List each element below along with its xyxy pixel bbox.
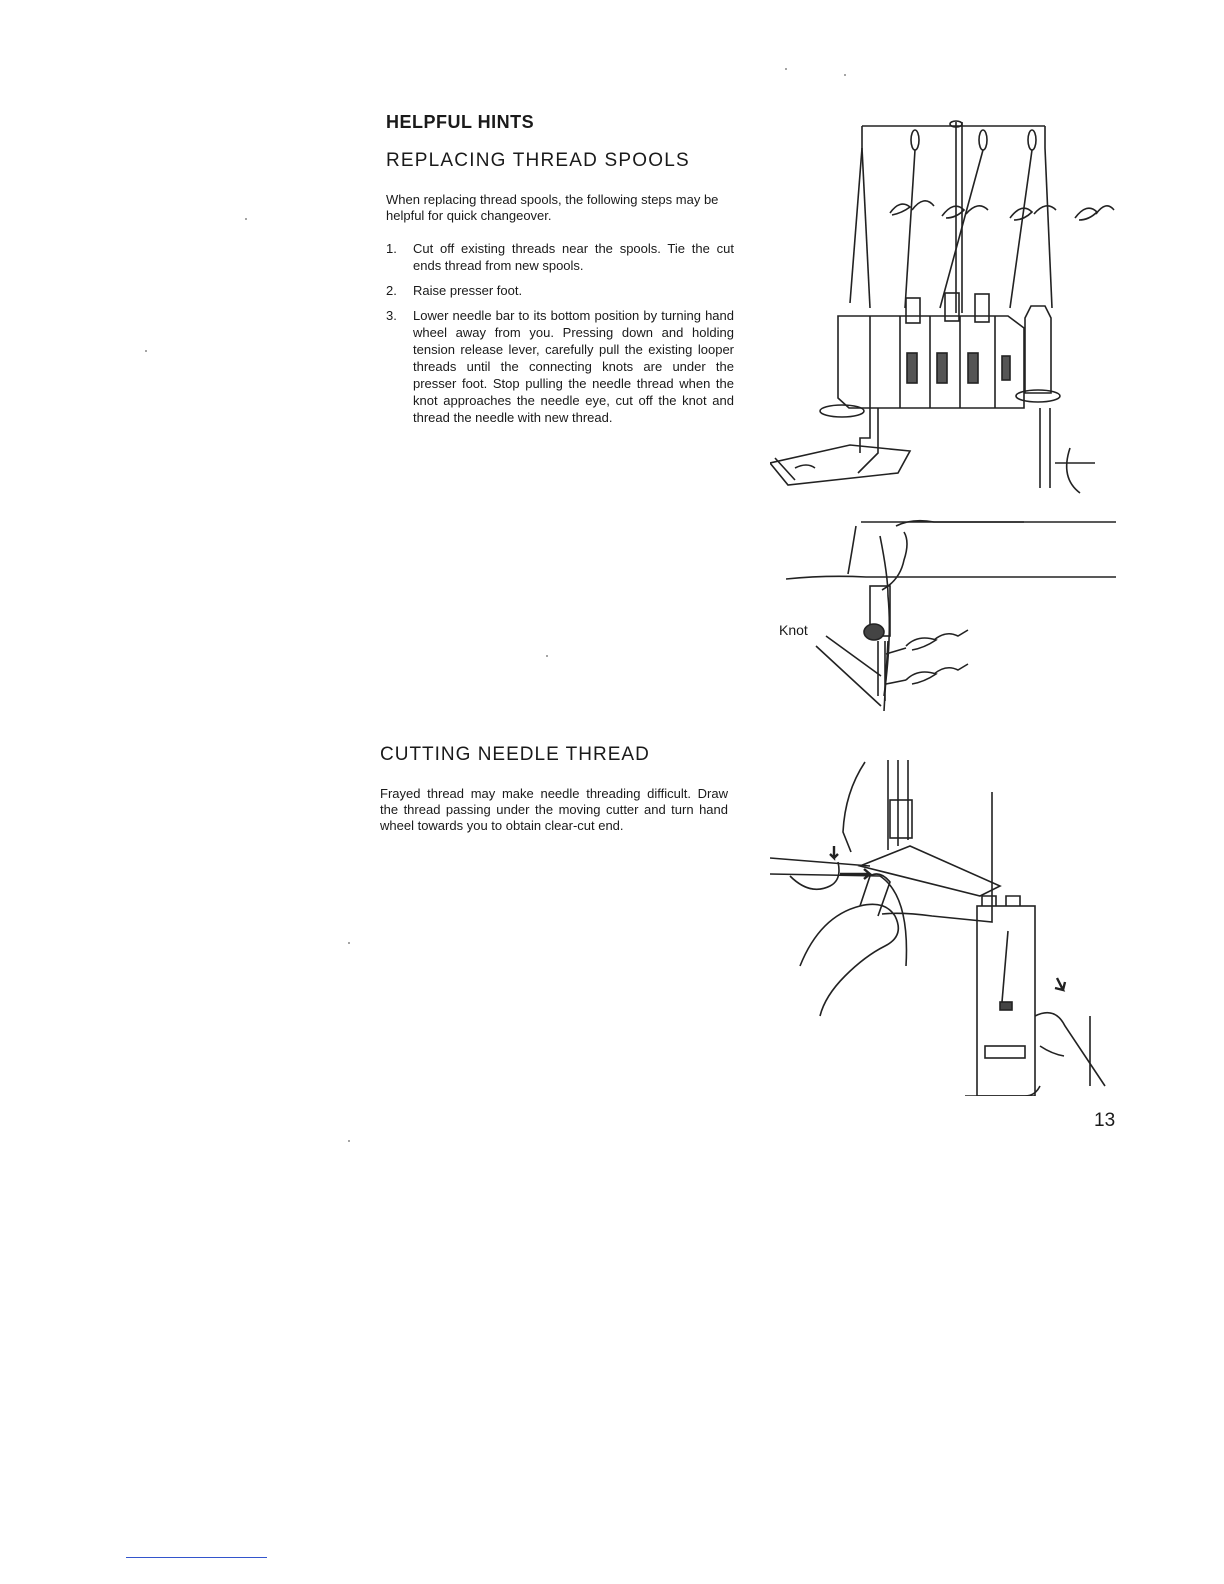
step-item (386, 282, 734, 299)
step-text: Lower needle bar to its bottom position by turning hand wheel away from you. Pressing down and holding tension release lever, carefully pull the existing looper threads until the connecting knots are under the presser foot. Stop pulling the needle thread when the knot approaches the needle eye, cut off the knot and thread the needle with new thread. (413, 308, 734, 425)
cutting-thread-illustration (770, 756, 1115, 1096)
step-number: 2. (386, 283, 397, 298)
step-item (386, 240, 734, 274)
scan-speck (844, 74, 846, 76)
scan-speck (245, 218, 247, 220)
cutting-body: Frayed thread may make needle threading difficult. Draw the thread passing under the moving cutter and turn hand wheel towards you to obtain clear-cut end. (380, 786, 728, 833)
replacing-spools-heading: REPLACING THREAD SPOOLS (386, 150, 690, 171)
scan-speck (348, 1140, 350, 1142)
section-title: HELPFUL HINTS (386, 112, 535, 132)
scan-speck (145, 350, 147, 352)
footer-rule (126, 1557, 267, 1558)
steps-list (386, 240, 734, 434)
knot-label: Knot (779, 622, 808, 638)
step-text: Cut off existing threads near the spools. Tie the cut ends thread from new spools. (413, 241, 734, 273)
step-text: Raise presser foot. (413, 283, 523, 298)
step-number: 1. (386, 241, 397, 256)
scan-speck (785, 68, 787, 70)
scan-speck (348, 942, 350, 944)
page-number: 13 (1094, 1110, 1116, 1131)
step-number: 3. (386, 308, 397, 323)
step-item (386, 307, 734, 426)
knot-needle-illustration (786, 516, 1118, 716)
cutting-thread-heading: CUTTING NEEDLE THREAD (380, 744, 650, 765)
serger-spools-illustration (770, 118, 1115, 498)
scan-speck (546, 655, 548, 657)
replacing-intro: When replacing thread spools, the following steps may be helpful for quick changeover. (386, 192, 719, 223)
